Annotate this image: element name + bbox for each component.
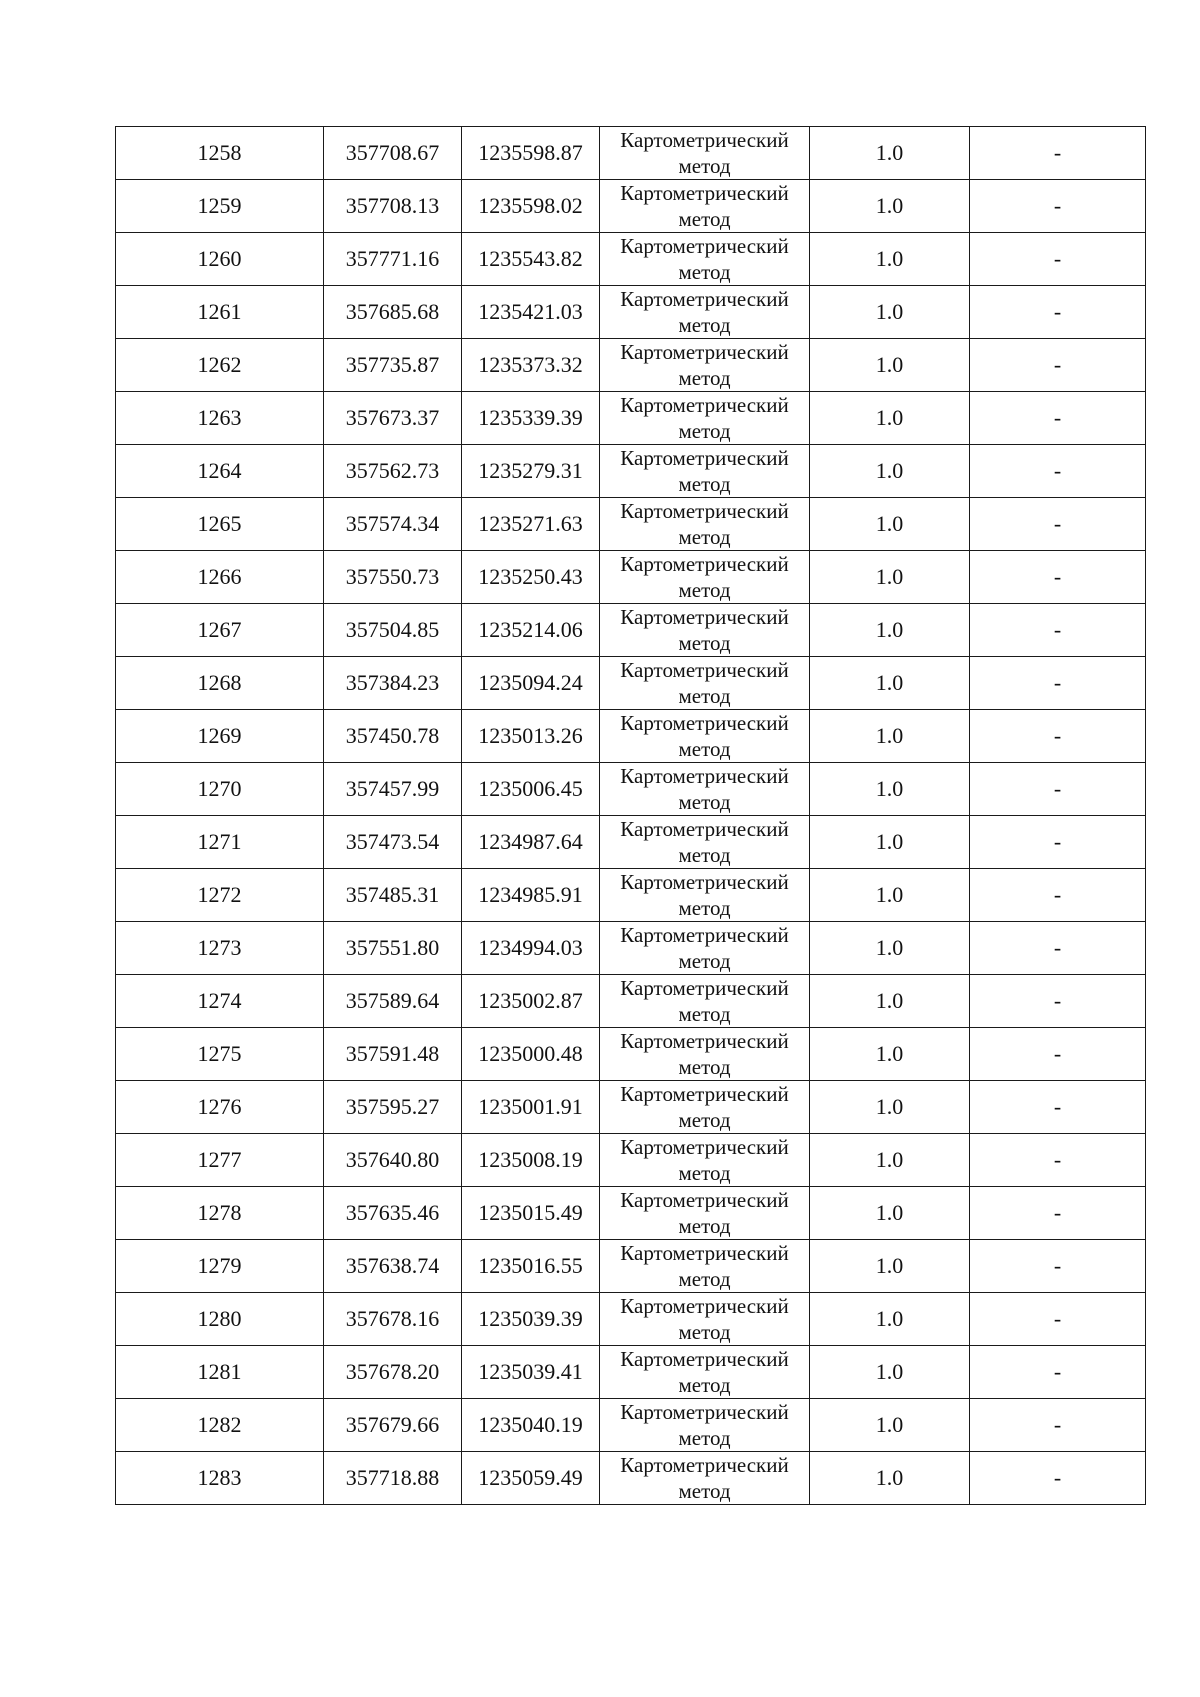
x-coordinate-cell: 357504.85 <box>324 604 462 657</box>
method-text: метод <box>678 207 731 231</box>
note-cell: - <box>970 922 1146 975</box>
note-cell: - <box>970 286 1146 339</box>
note-cell: - <box>970 1240 1146 1293</box>
point-number-cell: 1273 <box>116 922 324 975</box>
y-coordinate-cell: 1235094.24 <box>462 657 600 710</box>
note-cell: - <box>970 710 1146 763</box>
table-row <box>116 816 1146 869</box>
method-text: Картометрический <box>620 605 789 629</box>
point-number-cell: 1278 <box>116 1187 324 1240</box>
x-coordinate-cell: 357640.80 <box>324 1134 462 1187</box>
accuracy-cell: 1.0 <box>810 604 970 657</box>
y-coordinate-cell: 1235271.63 <box>462 498 600 551</box>
y-coordinate-cell: 1235039.39 <box>462 1293 600 1346</box>
note-cell: - <box>970 816 1146 869</box>
x-coordinate-cell: 357589.64 <box>324 975 462 1028</box>
table-row <box>116 869 1146 922</box>
y-coordinate-cell: 1235000.48 <box>462 1028 600 1081</box>
method-text: метод <box>678 1479 731 1503</box>
method-cell <box>600 1134 810 1187</box>
point-number-cell: 1259 <box>116 180 324 233</box>
method-cell <box>600 180 810 233</box>
method-cell <box>600 710 810 763</box>
accuracy-cell: 1.0 <box>810 1399 970 1452</box>
method-text: Картометрический <box>620 234 789 258</box>
x-coordinate-cell: 357473.54 <box>324 816 462 869</box>
method-cell <box>600 233 810 286</box>
method-text: Картометрический <box>620 1029 789 1053</box>
accuracy-cell: 1.0 <box>810 922 970 975</box>
method-text: Картометрический <box>620 128 789 152</box>
method-cell <box>600 816 810 869</box>
method-cell <box>600 1187 810 1240</box>
method-cell <box>600 1081 810 1134</box>
x-coordinate-cell: 357635.46 <box>324 1187 462 1240</box>
method-cell <box>600 975 810 1028</box>
y-coordinate-cell: 1235373.32 <box>462 339 600 392</box>
method-text: Картометрический <box>620 499 789 523</box>
method-cell <box>600 1240 810 1293</box>
table-row <box>116 1081 1146 1134</box>
y-coordinate-cell: 1235039.41 <box>462 1346 600 1399</box>
table-row <box>116 233 1146 286</box>
x-coordinate-cell: 357708.13 <box>324 180 462 233</box>
table-row <box>116 1293 1146 1346</box>
x-coordinate-cell: 357384.23 <box>324 657 462 710</box>
table-row <box>116 1399 1146 1452</box>
point-number-cell: 1276 <box>116 1081 324 1134</box>
note-cell: - <box>970 1187 1146 1240</box>
method-text: метод <box>678 1002 731 1026</box>
x-coordinate-cell: 357551.80 <box>324 922 462 975</box>
method-text: Картометрический <box>620 711 789 735</box>
y-coordinate-cell: 1235006.45 <box>462 763 600 816</box>
y-coordinate-cell: 1235008.19 <box>462 1134 600 1187</box>
method-cell <box>600 763 810 816</box>
table-row <box>116 1346 1146 1399</box>
point-number-cell: 1264 <box>116 445 324 498</box>
accuracy-cell: 1.0 <box>810 286 970 339</box>
x-coordinate-cell: 357550.73 <box>324 551 462 604</box>
point-number-cell: 1280 <box>116 1293 324 1346</box>
accuracy-cell: 1.0 <box>810 127 970 180</box>
method-text: метод <box>678 631 731 655</box>
method-text: метод <box>678 1320 731 1344</box>
note-cell: - <box>970 1081 1146 1134</box>
y-coordinate-cell: 1234985.91 <box>462 869 600 922</box>
method-text: метод <box>678 684 731 708</box>
x-coordinate-cell: 357450.78 <box>324 710 462 763</box>
method-text: метод <box>678 1373 731 1397</box>
x-coordinate-cell: 357574.34 <box>324 498 462 551</box>
point-number-cell: 1271 <box>116 816 324 869</box>
accuracy-cell: 1.0 <box>810 498 970 551</box>
table-row <box>116 498 1146 551</box>
method-text: Картометрический <box>620 446 789 470</box>
method-text: Картометрический <box>620 764 789 788</box>
table-row <box>116 551 1146 604</box>
method-text: метод <box>678 260 731 284</box>
method-text: Картометрический <box>620 1294 789 1318</box>
method-cell <box>600 339 810 392</box>
x-coordinate-cell: 357595.27 <box>324 1081 462 1134</box>
method-cell <box>600 498 810 551</box>
point-number-cell: 1281 <box>116 1346 324 1399</box>
accuracy-cell: 1.0 <box>810 1028 970 1081</box>
method-text: метод <box>678 578 731 602</box>
x-coordinate-cell: 357591.48 <box>324 1028 462 1081</box>
table-row <box>116 1028 1146 1081</box>
point-number-cell: 1274 <box>116 975 324 1028</box>
note-cell: - <box>970 551 1146 604</box>
point-number-cell: 1270 <box>116 763 324 816</box>
point-number-cell: 1267 <box>116 604 324 657</box>
accuracy-cell: 1.0 <box>810 816 970 869</box>
note-cell: - <box>970 392 1146 445</box>
y-coordinate-cell: 1235040.19 <box>462 1399 600 1452</box>
method-text: Картометрический <box>620 1135 789 1159</box>
table-row <box>116 710 1146 763</box>
x-coordinate-cell: 357735.87 <box>324 339 462 392</box>
method-cell <box>600 869 810 922</box>
method-cell <box>600 1028 810 1081</box>
method-text: Картометрический <box>620 658 789 682</box>
point-number-cell: 1275 <box>116 1028 324 1081</box>
method-text: Картометрический <box>620 1082 789 1106</box>
coordinates-table <box>115 126 1146 1505</box>
accuracy-cell: 1.0 <box>810 710 970 763</box>
table-row <box>116 922 1146 975</box>
method-text: Картометрический <box>620 1241 789 1265</box>
note-cell: - <box>970 1346 1146 1399</box>
x-coordinate-cell: 357678.20 <box>324 1346 462 1399</box>
method-text: метод <box>678 1267 731 1291</box>
method-text: метод <box>678 949 731 973</box>
note-cell: - <box>970 127 1146 180</box>
method-text: метод <box>678 790 731 814</box>
point-number-cell: 1272 <box>116 869 324 922</box>
y-coordinate-cell: 1235013.26 <box>462 710 600 763</box>
method-cell <box>600 1452 810 1505</box>
point-number-cell: 1269 <box>116 710 324 763</box>
point-number-cell: 1279 <box>116 1240 324 1293</box>
point-number-cell: 1258 <box>116 127 324 180</box>
method-text: Картометрический <box>620 923 789 947</box>
note-cell: - <box>970 233 1146 286</box>
y-coordinate-cell: 1235016.55 <box>462 1240 600 1293</box>
y-coordinate-cell: 1235250.43 <box>462 551 600 604</box>
note-cell: - <box>970 1134 1146 1187</box>
method-text: Картометрический <box>620 340 789 364</box>
accuracy-cell: 1.0 <box>810 551 970 604</box>
method-text: метод <box>678 843 731 867</box>
table-row <box>116 286 1146 339</box>
x-coordinate-cell: 357679.66 <box>324 1399 462 1452</box>
accuracy-cell: 1.0 <box>810 1240 970 1293</box>
accuracy-cell: 1.0 <box>810 392 970 445</box>
accuracy-cell: 1.0 <box>810 1081 970 1134</box>
method-text: метод <box>678 472 731 496</box>
method-cell <box>600 445 810 498</box>
y-coordinate-cell: 1235279.31 <box>462 445 600 498</box>
method-text: Картометрический <box>620 1453 789 1477</box>
method-text: Картометрический <box>620 1347 789 1371</box>
point-number-cell: 1263 <box>116 392 324 445</box>
table-row <box>116 127 1146 180</box>
y-coordinate-cell: 1235001.91 <box>462 1081 600 1134</box>
accuracy-cell: 1.0 <box>810 1346 970 1399</box>
note-cell: - <box>970 763 1146 816</box>
accuracy-cell: 1.0 <box>810 657 970 710</box>
method-text: метод <box>678 525 731 549</box>
method-text: Картометрический <box>620 1188 789 1212</box>
y-coordinate-cell: 1235543.82 <box>462 233 600 286</box>
x-coordinate-cell: 357485.31 <box>324 869 462 922</box>
point-number-cell: 1261 <box>116 286 324 339</box>
method-text: метод <box>678 1055 731 1079</box>
note-cell: - <box>970 498 1146 551</box>
x-coordinate-cell: 357562.73 <box>324 445 462 498</box>
method-text: Картометрический <box>620 181 789 205</box>
x-coordinate-cell: 357771.16 <box>324 233 462 286</box>
x-coordinate-cell: 357638.74 <box>324 1240 462 1293</box>
method-text: Картометрический <box>620 870 789 894</box>
method-text: метод <box>678 1161 731 1185</box>
note-cell: - <box>970 180 1146 233</box>
point-number-cell: 1266 <box>116 551 324 604</box>
point-number-cell: 1265 <box>116 498 324 551</box>
method-text: Картометрический <box>620 393 789 417</box>
method-cell <box>600 551 810 604</box>
method-cell <box>600 604 810 657</box>
point-number-cell: 1262 <box>116 339 324 392</box>
method-cell <box>600 922 810 975</box>
note-cell: - <box>970 869 1146 922</box>
y-coordinate-cell: 1234994.03 <box>462 922 600 975</box>
note-cell: - <box>970 339 1146 392</box>
x-coordinate-cell: 357457.99 <box>324 763 462 816</box>
x-coordinate-cell: 357673.37 <box>324 392 462 445</box>
x-coordinate-cell: 357685.68 <box>324 286 462 339</box>
accuracy-cell: 1.0 <box>810 1134 970 1187</box>
table-row <box>116 763 1146 816</box>
table-row <box>116 604 1146 657</box>
y-coordinate-cell: 1235214.06 <box>462 604 600 657</box>
accuracy-cell: 1.0 <box>810 869 970 922</box>
point-number-cell: 1282 <box>116 1399 324 1452</box>
method-text: Картометрический <box>620 817 789 841</box>
accuracy-cell: 1.0 <box>810 763 970 816</box>
accuracy-cell: 1.0 <box>810 1187 970 1240</box>
table-row <box>116 392 1146 445</box>
method-cell <box>600 1346 810 1399</box>
method-text: метод <box>678 419 731 443</box>
y-coordinate-cell: 1235015.49 <box>462 1187 600 1240</box>
accuracy-cell: 1.0 <box>810 445 970 498</box>
method-cell <box>600 392 810 445</box>
y-coordinate-cell: 1234987.64 <box>462 816 600 869</box>
table-row <box>116 445 1146 498</box>
table-row <box>116 339 1146 392</box>
table-row <box>116 1187 1146 1240</box>
method-cell <box>600 1293 810 1346</box>
method-cell <box>600 286 810 339</box>
note-cell: - <box>970 657 1146 710</box>
y-coordinate-cell: 1235421.03 <box>462 286 600 339</box>
method-text: метод <box>678 366 731 390</box>
x-coordinate-cell: 357708.67 <box>324 127 462 180</box>
method-text: Картометрический <box>620 976 789 1000</box>
y-coordinate-cell: 1235339.39 <box>462 392 600 445</box>
table-row <box>116 180 1146 233</box>
method-text: метод <box>678 1108 731 1132</box>
x-coordinate-cell: 357678.16 <box>324 1293 462 1346</box>
table-body <box>116 127 1146 1505</box>
method-text: метод <box>678 313 731 337</box>
method-text: метод <box>678 1426 731 1450</box>
point-number-cell: 1277 <box>116 1134 324 1187</box>
y-coordinate-cell: 1235002.87 <box>462 975 600 1028</box>
method-text: метод <box>678 896 731 920</box>
accuracy-cell: 1.0 <box>810 233 970 286</box>
method-text: Картометрический <box>620 1400 789 1424</box>
y-coordinate-cell: 1235598.87 <box>462 127 600 180</box>
note-cell: - <box>970 1028 1146 1081</box>
point-number-cell: 1260 <box>116 233 324 286</box>
note-cell: - <box>970 975 1146 1028</box>
method-cell <box>600 657 810 710</box>
table-row <box>116 975 1146 1028</box>
table-row <box>116 1240 1146 1293</box>
method-text: Картометрический <box>620 287 789 311</box>
method-text: метод <box>678 1214 731 1238</box>
table-row <box>116 1452 1146 1505</box>
method-cell <box>600 1399 810 1452</box>
note-cell: - <box>970 1452 1146 1505</box>
point-number-cell: 1268 <box>116 657 324 710</box>
note-cell: - <box>970 604 1146 657</box>
point-number-cell: 1283 <box>116 1452 324 1505</box>
table-row <box>116 1134 1146 1187</box>
method-text: Картометрический <box>620 552 789 576</box>
note-cell: - <box>970 1293 1146 1346</box>
accuracy-cell: 1.0 <box>810 1452 970 1505</box>
accuracy-cell: 1.0 <box>810 339 970 392</box>
note-cell: - <box>970 1399 1146 1452</box>
x-coordinate-cell: 357718.88 <box>324 1452 462 1505</box>
accuracy-cell: 1.0 <box>810 180 970 233</box>
y-coordinate-cell: 1235059.49 <box>462 1452 600 1505</box>
y-coordinate-cell: 1235598.02 <box>462 180 600 233</box>
table-row <box>116 657 1146 710</box>
method-text: метод <box>678 737 731 761</box>
method-text: метод <box>678 154 731 178</box>
note-cell: - <box>970 445 1146 498</box>
method-cell <box>600 127 810 180</box>
accuracy-cell: 1.0 <box>810 1293 970 1346</box>
accuracy-cell: 1.0 <box>810 975 970 1028</box>
